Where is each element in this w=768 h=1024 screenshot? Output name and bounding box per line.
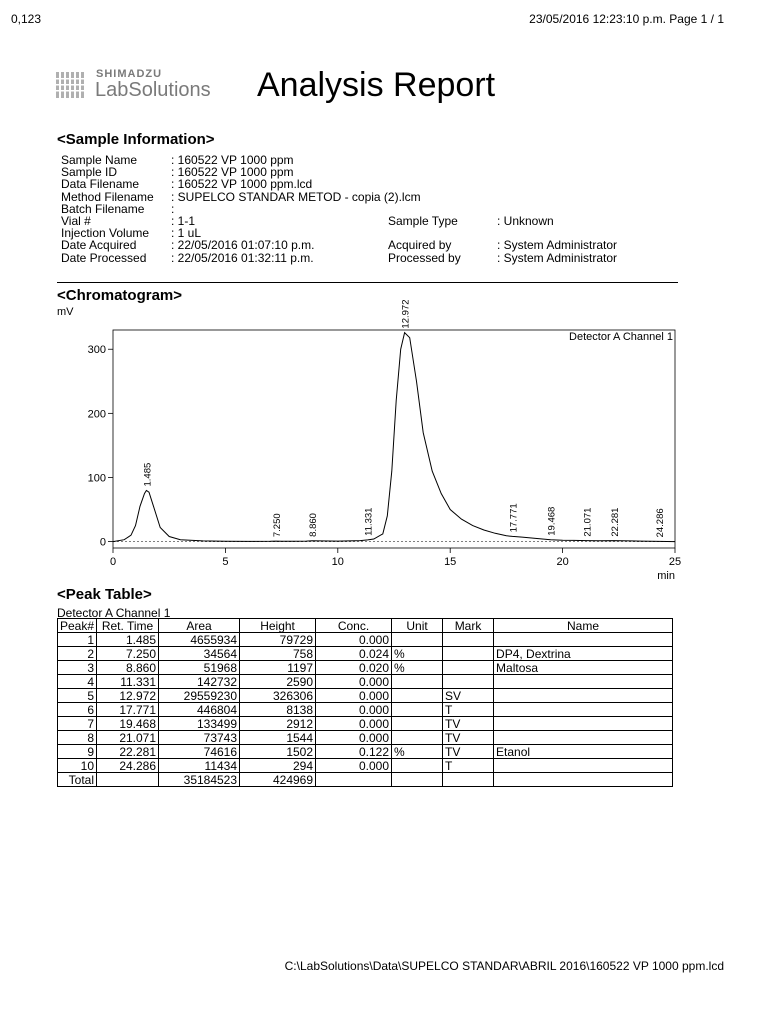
table-cell: 758 xyxy=(240,647,316,661)
table-cell: 142732 xyxy=(159,675,240,689)
sample-info-label: Sample Name xyxy=(61,153,138,167)
table-cell: 7 xyxy=(58,717,97,731)
table-cell: TV xyxy=(443,745,494,759)
table-row xyxy=(58,717,673,731)
table-cell xyxy=(494,675,673,689)
column-header: Peak# xyxy=(58,619,97,633)
table-cell: 51968 xyxy=(159,661,240,675)
peak-table-body xyxy=(58,633,673,787)
sample-info-heading: <Sample Information> xyxy=(57,131,215,148)
table-cell: 1.485 xyxy=(97,633,159,647)
sample-info-value: : 160522 VP 1000 ppm.lcd xyxy=(171,177,313,192)
table-cell xyxy=(494,773,673,787)
table-cell: % xyxy=(392,647,443,661)
table-cell xyxy=(494,689,673,703)
table-cell: 1197 xyxy=(240,661,316,675)
sample-info-label2: Sample Type xyxy=(388,213,458,228)
column-header: Mark xyxy=(443,619,494,633)
sample-info-value: : 160522 VP 1000 ppm xyxy=(171,165,294,180)
table-row xyxy=(58,633,673,647)
chromatogram-heading: <Chromatogram> xyxy=(57,287,183,304)
sample-info-label: Date Processed xyxy=(61,250,147,265)
logo-brand: SHIMADZU xyxy=(96,68,163,80)
peak-label: 8.860 xyxy=(308,513,320,537)
table-cell xyxy=(494,731,673,745)
table-row xyxy=(58,731,673,745)
table-cell xyxy=(443,647,494,661)
table-cell: 424969 xyxy=(240,773,316,787)
peak-label: 19.468 xyxy=(546,506,558,536)
table-cell: 0.000 xyxy=(316,759,392,773)
table-cell: 21.071 xyxy=(97,731,159,745)
sample-info-label: Date Acquired xyxy=(61,238,137,253)
table-cell xyxy=(392,773,443,787)
table-cell: 0.000 xyxy=(316,731,392,745)
x-tick-label: 0 xyxy=(109,556,117,568)
file-path: C:\LabSolutions\Data\SUPELCO STANDAR\ABRIL 2016\160522 VP 1000 ppm.lcd xyxy=(284,959,724,973)
table-cell: 35184523 xyxy=(159,773,240,787)
table-cell: 1502 xyxy=(240,745,316,759)
table-cell: Etanol xyxy=(494,745,673,759)
sample-info-label2: Processed by xyxy=(388,250,461,265)
table-cell: 8 xyxy=(58,731,97,745)
peak-label: 7.250 xyxy=(271,513,283,538)
y-tick-label: 100 xyxy=(87,472,106,485)
chromatogram-chart-area xyxy=(0,300,768,590)
y-tick-label: 0 xyxy=(99,536,106,549)
peak-table xyxy=(57,618,673,787)
peak-label: 12.972 xyxy=(400,300,412,329)
table-cell xyxy=(316,773,392,787)
table-row xyxy=(58,745,673,759)
table-cell: 5 xyxy=(58,689,97,703)
table-row xyxy=(58,647,673,661)
chromatogram-chart xyxy=(0,300,768,590)
sample-info-label: Method Filename xyxy=(61,189,154,204)
table-cell: 1544 xyxy=(240,731,316,745)
sample-info-label: Vial # xyxy=(61,213,91,228)
column-header: Conc. xyxy=(316,619,392,633)
report-title: Analysis Report xyxy=(257,66,496,104)
detector-label: Detector A Channel 1 xyxy=(569,331,673,343)
table-cell: TV xyxy=(443,717,494,731)
x-axis-label: min xyxy=(657,570,675,582)
table-cell: 0.000 xyxy=(316,633,392,647)
column-header: Ret. Time xyxy=(97,619,159,633)
peak-label: 24.286 xyxy=(654,508,666,538)
table-cell xyxy=(494,633,673,647)
table-cell: 6 xyxy=(58,703,97,717)
corner-number: 0,123 xyxy=(11,12,42,26)
shimadzu-logo xyxy=(56,68,236,104)
table-cell: 0.000 xyxy=(316,689,392,703)
table-row xyxy=(58,689,673,703)
table-cell xyxy=(443,661,494,675)
table-cell: 1 xyxy=(58,633,97,647)
table-cell: DP4, Dextrina xyxy=(494,647,673,661)
table-cell: 12.972 xyxy=(97,689,159,703)
table-cell: 11434 xyxy=(159,759,240,773)
table-cell: TV xyxy=(443,731,494,745)
table-row xyxy=(58,773,673,787)
table-cell: 294 xyxy=(240,759,316,773)
table-cell: 8138 xyxy=(240,703,316,717)
table-cell: 4 xyxy=(58,675,97,689)
column-header: Name xyxy=(494,619,673,633)
table-cell xyxy=(443,675,494,689)
table-cell xyxy=(392,675,443,689)
table-cell xyxy=(392,717,443,731)
sample-info-value: : 1 uL xyxy=(171,226,202,241)
table-cell xyxy=(443,633,494,647)
peak-label: 17.771 xyxy=(508,503,520,533)
table-cell: 11.331 xyxy=(97,675,159,689)
x-tick-label: 20 xyxy=(556,556,569,568)
table-cell xyxy=(392,759,443,773)
table-cell: 133499 xyxy=(159,717,240,731)
column-header: Unit xyxy=(392,619,443,633)
x-tick-label: 5 xyxy=(222,556,229,568)
table-cell: 29559230 xyxy=(159,689,240,703)
separator-line xyxy=(57,282,678,283)
table-cell: 0.000 xyxy=(316,675,392,689)
table-cell xyxy=(97,773,159,787)
table-row xyxy=(58,675,673,689)
table-cell xyxy=(392,633,443,647)
column-header: Area xyxy=(159,619,240,633)
table-row xyxy=(58,661,673,675)
table-cell: 0.024 xyxy=(316,647,392,661)
y-tick-label: 200 xyxy=(87,408,106,421)
table-cell: 74616 xyxy=(159,745,240,759)
table-cell: 10 xyxy=(58,759,97,773)
logo-product: LabSolutions xyxy=(95,79,211,101)
x-tick-label: 25 xyxy=(668,556,682,568)
table-cell xyxy=(494,703,673,717)
table-cell: 3 xyxy=(58,661,97,675)
table-cell: 22.281 xyxy=(97,745,159,759)
table-cell: 79729 xyxy=(240,633,316,647)
table-cell: 17.771 xyxy=(97,703,159,717)
peak-label: 21.071 xyxy=(582,507,594,537)
table-cell: 2 xyxy=(58,647,97,661)
table-cell: 34564 xyxy=(159,647,240,661)
column-header: Height xyxy=(240,619,316,633)
peak-table-caption: Detector A Channel 1 xyxy=(57,606,171,620)
sample-info-label: Sample ID xyxy=(61,165,118,180)
sample-info-label: Data Filename xyxy=(61,177,140,192)
table-row xyxy=(58,703,673,717)
table-cell: 73743 xyxy=(159,731,240,745)
sample-info-value: : xyxy=(171,201,175,216)
y-axis-label: mV xyxy=(57,306,74,318)
sample-info-label: Batch Filename xyxy=(61,201,145,216)
sample-info-label2: Acquired by xyxy=(388,238,452,253)
print-date-page: 23/05/2016 12:23:10 p.m. Page 1 / 1 xyxy=(529,12,724,26)
table-cell: 2912 xyxy=(240,717,316,731)
table-cell: % xyxy=(392,745,443,759)
table-cell: 446804 xyxy=(159,703,240,717)
table-cell xyxy=(392,689,443,703)
sample-info-value: : 160522 VP 1000 ppm xyxy=(171,153,294,167)
table-cell: 2590 xyxy=(240,675,316,689)
table-cell: % xyxy=(392,661,443,675)
table-cell: 0.000 xyxy=(316,717,392,731)
sample-info-value: : 22/05/2016 01:07:10 p.m. xyxy=(171,238,315,253)
y-tick-label: 300 xyxy=(87,344,106,357)
x-tick-label: 15 xyxy=(444,556,457,568)
sample-info-value2: : System Administrator xyxy=(497,250,618,265)
peak-label: 22.281 xyxy=(609,507,621,537)
table-cell: 9 xyxy=(58,745,97,759)
table-cell: 19.468 xyxy=(97,717,159,731)
table-cell xyxy=(443,773,494,787)
sample-info-value2: : Unknown xyxy=(497,213,554,228)
sample-info-value2: : System Administrator xyxy=(497,238,618,253)
sample-info-label: Injection Volume xyxy=(61,226,150,241)
table-cell: 0.122 xyxy=(316,745,392,759)
sample-info-value: : 22/05/2016 01:32:11 p.m. xyxy=(171,250,314,265)
logo-grid-icon xyxy=(56,70,88,100)
table-cell: Maltosa xyxy=(494,661,673,675)
table-cell: 0.020 xyxy=(316,661,392,675)
table-cell: 8.860 xyxy=(97,661,159,675)
peak-table-header-row xyxy=(58,619,673,633)
table-cell xyxy=(494,717,673,731)
sample-info-value: : SUPELCO STANDAR METOD - copia (2).lcm xyxy=(171,189,421,204)
table-cell: T xyxy=(443,759,494,773)
table-cell: 0.000 xyxy=(316,703,392,717)
table-cell: Total xyxy=(58,773,97,787)
table-row xyxy=(58,759,673,773)
peak-label: 11.331 xyxy=(363,507,375,536)
table-cell: 4655934 xyxy=(159,633,240,647)
table-cell: T xyxy=(443,703,494,717)
table-cell: SV xyxy=(443,689,494,703)
peak-label: 1.485 xyxy=(142,462,154,487)
peak-table-heading: <Peak Table> xyxy=(57,586,152,603)
x-tick-label: 10 xyxy=(331,556,344,568)
sample-info-value: : 1-1 xyxy=(171,213,196,228)
table-cell: 326306 xyxy=(240,689,316,703)
table-cell xyxy=(494,759,673,773)
table-cell xyxy=(392,731,443,745)
table-cell xyxy=(392,703,443,717)
table-cell: 24.286 xyxy=(97,759,159,773)
table-cell: 7.250 xyxy=(97,647,159,661)
